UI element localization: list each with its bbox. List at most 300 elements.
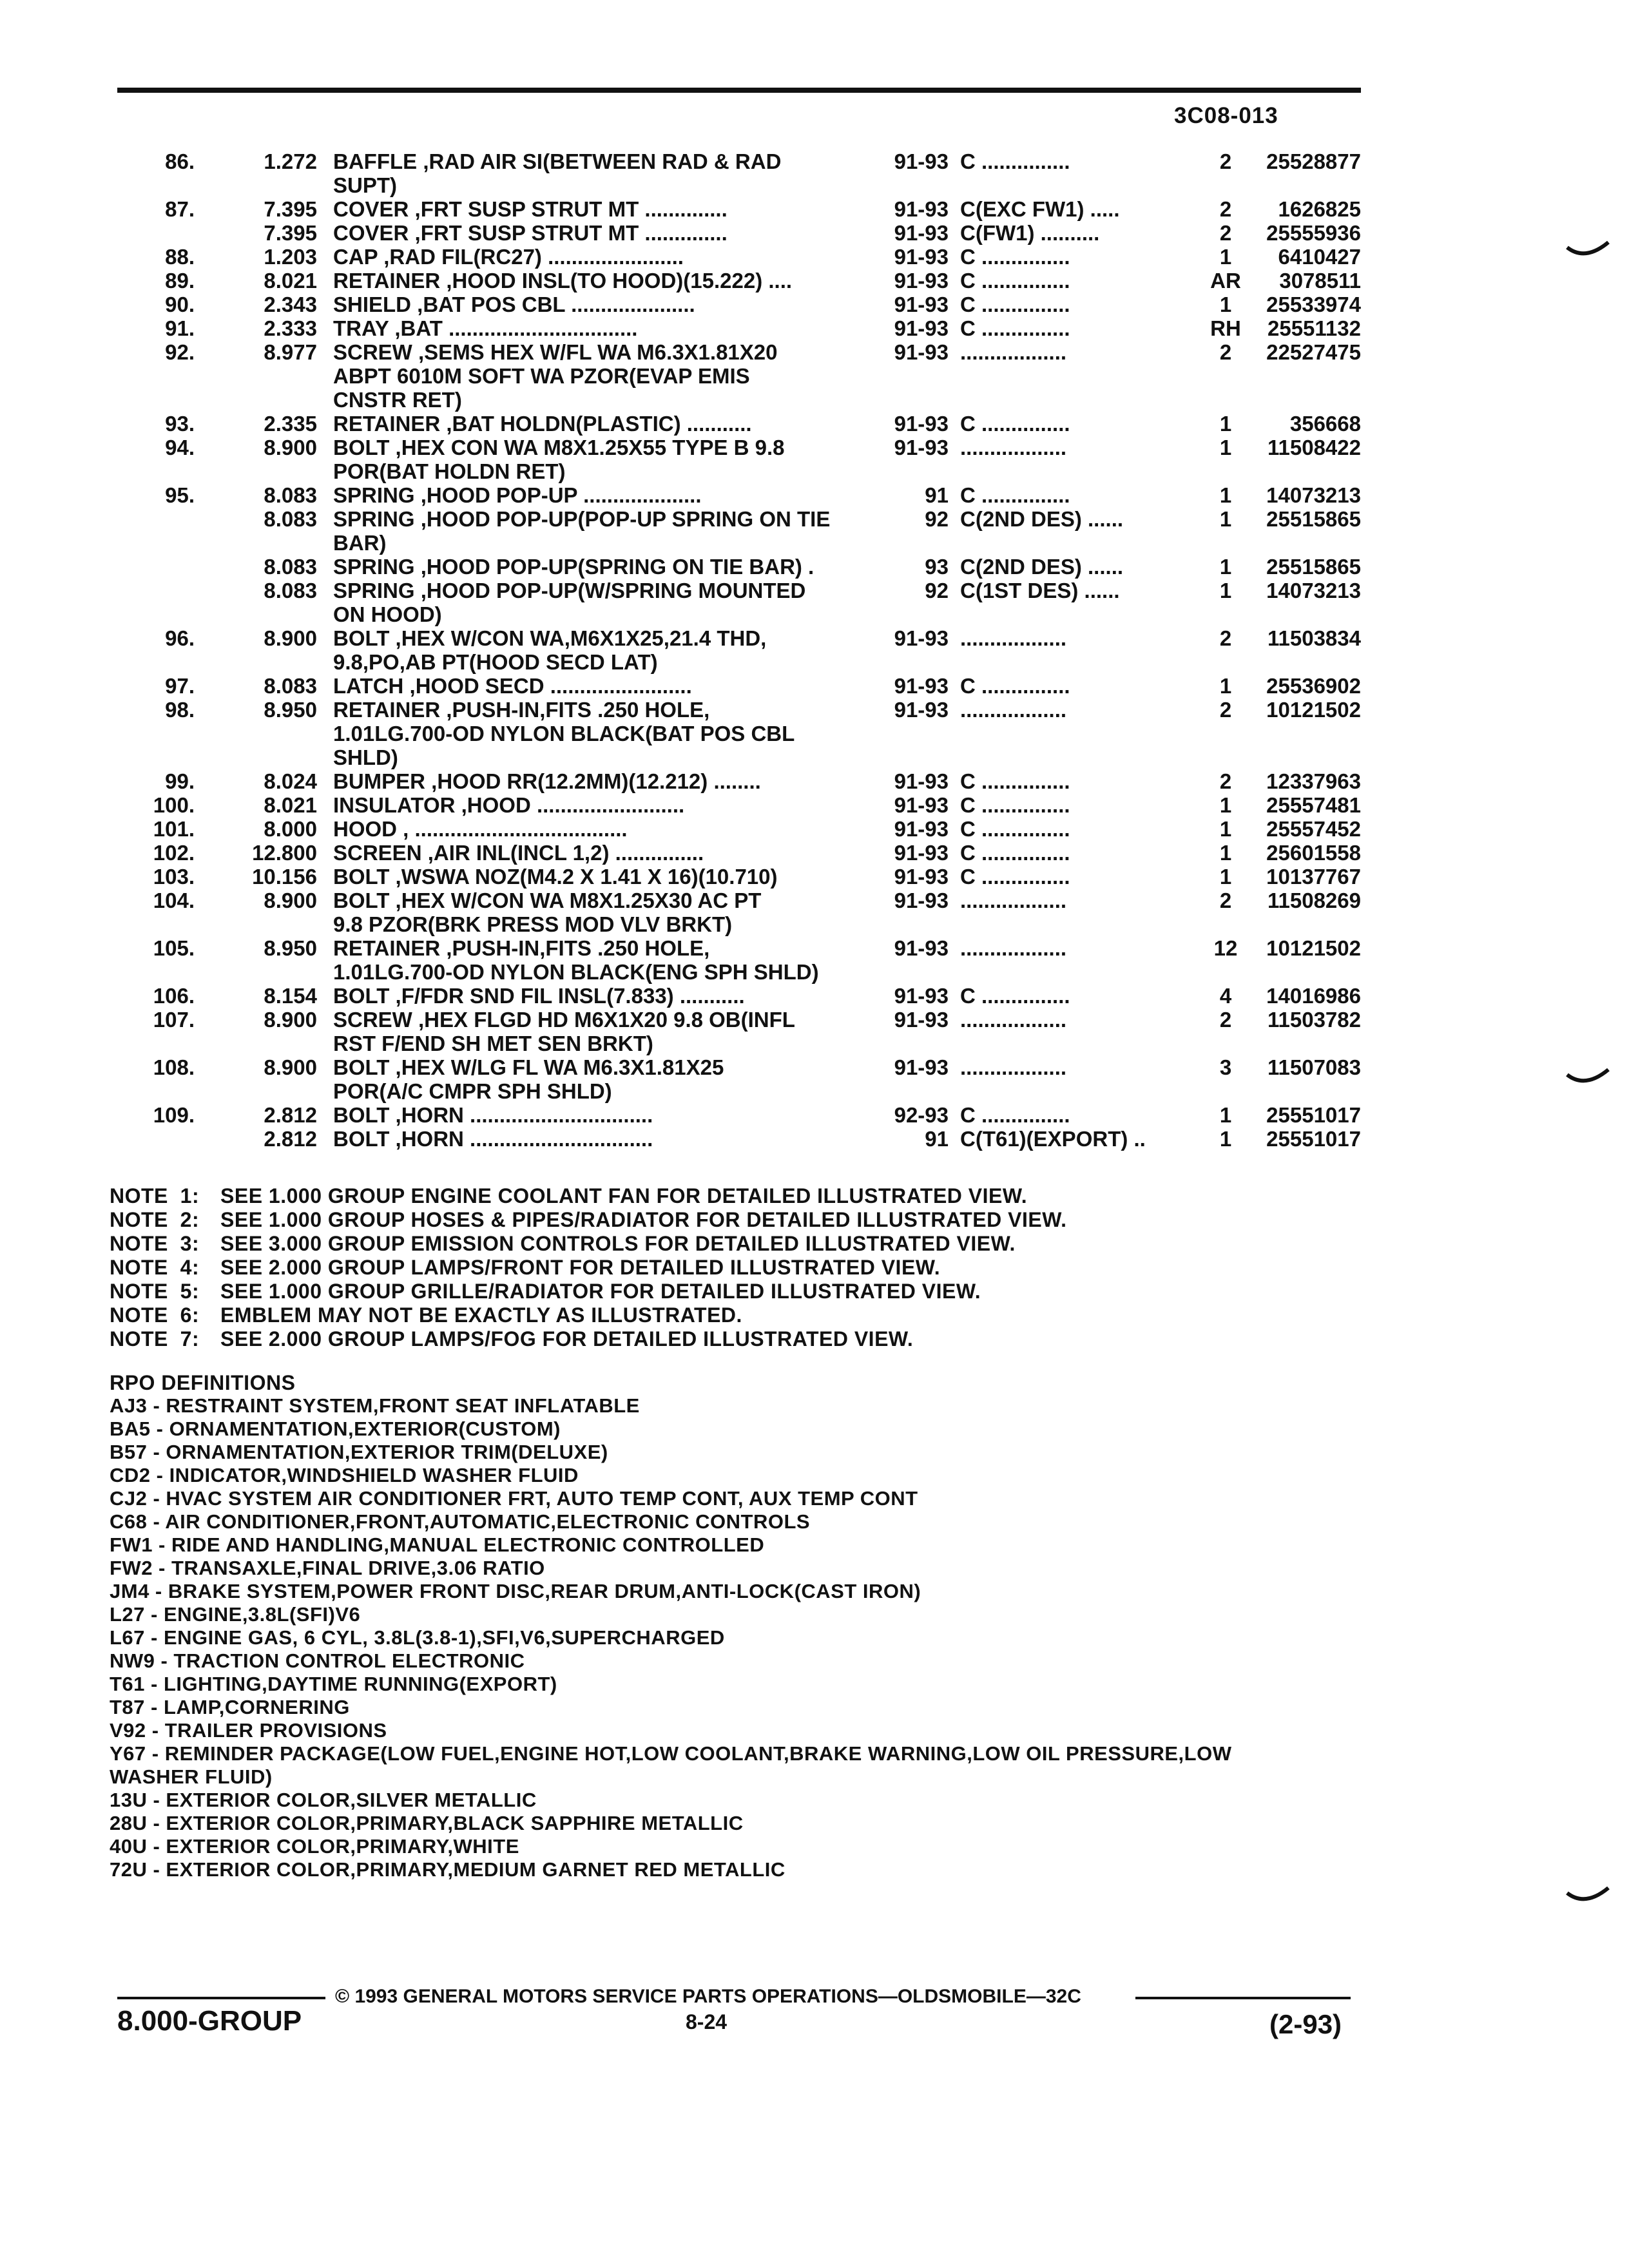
usage-code: .................. xyxy=(960,436,1067,459)
ref-number: 96. xyxy=(165,626,195,650)
years: 91-93 xyxy=(894,626,949,650)
part-description xyxy=(333,507,858,555)
part-description xyxy=(333,436,858,483)
part-number: 25557452 xyxy=(1266,817,1361,841)
rpo-definition: WASHER FLUID) xyxy=(110,1765,273,1788)
model-years xyxy=(874,579,1120,602)
group-number: 8.083 xyxy=(264,555,317,579)
part-description xyxy=(333,1127,858,1151)
part-number: 10121502 xyxy=(1266,698,1361,722)
quantity: 1 xyxy=(1219,1127,1232,1151)
group-number: 2.335 xyxy=(264,412,317,436)
rpo-definition: T87 - LAMP,CORNERING xyxy=(110,1696,350,1718)
model-years xyxy=(874,316,1070,340)
years: 93 xyxy=(925,555,949,579)
part-row xyxy=(117,412,1361,436)
note-line xyxy=(110,1208,1067,1232)
years: 91-93 xyxy=(894,245,949,269)
ref-number: 108. xyxy=(153,1055,195,1079)
group-number: 8.021 xyxy=(264,269,317,293)
note-label: NOTE 5: xyxy=(110,1280,200,1303)
ref-number: 101. xyxy=(153,817,195,841)
copyright: © 1993 GENERAL MOTORS SERVICE PARTS OPERATIONS—OLDSMOBILE—32C xyxy=(335,1986,1081,2007)
part-row xyxy=(117,841,1361,865)
part-row xyxy=(117,1103,1361,1127)
group-number: 8.977 xyxy=(264,340,317,364)
part-row xyxy=(117,221,1361,245)
model-years xyxy=(874,817,1070,841)
years: 91-93 xyxy=(894,1055,949,1079)
usage-code: C ............... xyxy=(960,269,1070,293)
quantity: 1 xyxy=(1219,865,1232,889)
group-number: 8.083 xyxy=(264,507,317,531)
rpo-definition: CD2 - INDICATOR,WINDSHIELD WASHER FLUID xyxy=(110,1464,579,1486)
note-line xyxy=(110,1303,1067,1327)
rpo-definition: 28U - EXTERIOR COLOR,PRIMARY,BLACK SAPPHIRE METALLIC xyxy=(110,1812,744,1834)
ref-number: 104. xyxy=(153,889,195,912)
description-line: SPRING ,HOOD POP-UP .................... xyxy=(333,483,702,507)
group-number: 8.024 xyxy=(264,769,317,793)
rpo-definition: FW1 - RIDE AND HANDLING,MANUAL ELECTRONIC CONTROLLED xyxy=(110,1533,765,1556)
part-description xyxy=(333,1008,858,1055)
note-label: NOTE 2: xyxy=(110,1208,200,1231)
part-row xyxy=(117,507,1361,555)
description-line: RETAINER ,PUSH-IN,FITS .250 HOLE, xyxy=(333,936,710,960)
years: 91-93 xyxy=(894,698,949,722)
description-line: SCREW ,SEMS HEX W/FL WA M6.3X1.81X20 xyxy=(333,340,778,364)
quantity: 4 xyxy=(1219,984,1232,1008)
description-line: BUMPER ,HOOD RR(12.2MM)(12.212) ........ xyxy=(333,769,761,793)
part-row xyxy=(117,698,1361,769)
part-row xyxy=(117,1055,1361,1103)
usage-code: C(2ND DES) ...... xyxy=(960,507,1124,531)
usage-code: .................. xyxy=(960,936,1067,960)
model-years xyxy=(874,293,1070,316)
description-line: SPRING ,HOOD POP-UP(SPRING ON TIE BAR) . xyxy=(333,555,815,579)
group-number: 2.812 xyxy=(264,1103,317,1127)
rpo-definition: 72U - EXTERIOR COLOR,PRIMARY,MEDIUM GARNET RED METALLIC xyxy=(110,1858,786,1881)
part-number: 25551017 xyxy=(1266,1127,1361,1151)
usage-code: C ............... xyxy=(960,984,1070,1008)
usage-code: C ............... xyxy=(960,674,1070,698)
part-row xyxy=(117,769,1361,793)
part-number: 1626825 xyxy=(1278,197,1361,221)
group-number: 8.950 xyxy=(264,936,317,960)
model-years xyxy=(874,245,1070,269)
description-line: BOLT ,HEX W/CON WA M8X1.25X30 AC PT xyxy=(333,889,762,912)
note-label: NOTE 6: xyxy=(110,1303,200,1327)
ref-number: 95. xyxy=(165,483,195,507)
part-number: 25555936 xyxy=(1266,221,1361,245)
part-row xyxy=(117,1008,1361,1055)
description-line: BAR) xyxy=(333,531,387,555)
usage-code: C ............... xyxy=(960,316,1070,340)
years: 91-93 xyxy=(894,340,949,364)
rpo-definition: JM4 - BRAKE SYSTEM,POWER FRONT DISC,REAR DRUM,ANTI-LOCK(CAST IRON) xyxy=(110,1580,921,1602)
note-line xyxy=(110,1184,1067,1208)
note-text: SEE 2.000 GROUP LAMPS/FOG FOR DETAILED ILLUSTRATED VIEW. xyxy=(220,1327,914,1350)
ref-number: 102. xyxy=(153,841,195,865)
part-number: 10137767 xyxy=(1266,865,1361,889)
top-rule xyxy=(117,88,1361,93)
rpo-definition: L67 - ENGINE GAS, 6 CYL, 3.8L(3.8-1),SFI,V6,SUPERCHARGED xyxy=(110,1626,725,1649)
description-line: CAP ,RAD FIL(RC27) ....................... xyxy=(333,245,684,269)
part-row xyxy=(117,149,1361,197)
part-row xyxy=(117,245,1361,269)
description-line: SHLD) xyxy=(333,745,398,769)
note-label: NOTE 4: xyxy=(110,1256,200,1279)
note-label: NOTE 7: xyxy=(110,1327,200,1350)
parts-list xyxy=(117,149,1361,1151)
description-line: BOLT ,F/FDR SND FIL INSL(7.833) ........... xyxy=(333,984,745,1008)
years: 91-93 xyxy=(894,1008,949,1032)
rpo-definition: V92 - TRAILER PROVISIONS xyxy=(110,1719,387,1742)
rpo-definition: 40U - EXTERIOR COLOR,PRIMARY,WHITE xyxy=(110,1835,519,1858)
group-number: 2.343 xyxy=(264,293,317,316)
model-years xyxy=(874,1103,1070,1127)
rpo-definition: L27 - ENGINE,3.8L(SFI)V6 xyxy=(110,1603,361,1626)
usage-code: C(2ND DES) ...... xyxy=(960,555,1124,579)
description-line: HOOD , .................................... xyxy=(333,817,628,841)
note-text: SEE 3.000 GROUP EMISSION CONTROLS FOR DETAILED ILLUSTRATED VIEW. xyxy=(220,1232,1016,1255)
part-description xyxy=(333,483,858,507)
ref-number: 98. xyxy=(165,698,195,722)
description-line: BOLT ,HEX W/LG FL WA M6.3X1.81X25 xyxy=(333,1055,724,1079)
quantity: RH xyxy=(1210,316,1241,340)
quantity: 1 xyxy=(1219,245,1232,269)
model-years xyxy=(874,269,1070,293)
description-line: BOLT ,HEX W/CON WA,M6X1X25,21.4 THD, xyxy=(333,626,767,650)
group-number: 8.950 xyxy=(264,698,317,722)
quantity: 1 xyxy=(1219,436,1232,459)
rpo-lines xyxy=(110,1394,1353,1881)
part-number: 356668 xyxy=(1289,412,1361,436)
description-line: BOLT ,WSWA NOZ(M4.2 X 1.41 X 16)(10.710) xyxy=(333,865,778,889)
quantity: 1 xyxy=(1219,483,1232,507)
model-years xyxy=(874,1127,1146,1151)
part-number: 14016986 xyxy=(1266,984,1361,1008)
binder-hole-mark xyxy=(1566,240,1611,265)
note-text: SEE 1.000 GROUP ENGINE COOLANT FAN FOR DETAILED ILLUSTRATED VIEW. xyxy=(220,1184,1028,1207)
group-number: 8.900 xyxy=(264,626,317,650)
quantity: 1 xyxy=(1219,579,1232,602)
ref-number: 86. xyxy=(165,149,195,173)
quantity: 2 xyxy=(1219,698,1232,722)
part-number: 3078511 xyxy=(1279,269,1361,293)
revision-date: (2-93) xyxy=(1269,2009,1342,2039)
part-row xyxy=(117,865,1361,889)
part-row xyxy=(117,436,1361,483)
part-description xyxy=(333,984,858,1008)
years: 91-93 xyxy=(894,197,949,221)
years: 92 xyxy=(925,579,949,602)
part-row xyxy=(117,269,1361,293)
part-description xyxy=(333,674,858,698)
document-code: 3C08-013 xyxy=(1174,103,1278,128)
description-line: 9.8,PO,AB PT(HOOD SECD LAT) xyxy=(333,650,658,674)
note-line xyxy=(110,1232,1067,1256)
usage-code: C ............... xyxy=(960,1103,1070,1127)
rpo-definition: C68 - AIR CONDITIONER,FRONT,AUTOMATIC,ELECTRONIC CONTROLS xyxy=(110,1510,811,1533)
model-years xyxy=(874,1055,1067,1079)
quantity: 1 xyxy=(1219,293,1232,316)
part-row xyxy=(117,316,1361,340)
part-row xyxy=(117,936,1361,984)
usage-code: .................. xyxy=(960,698,1067,722)
part-description xyxy=(333,865,858,889)
model-years xyxy=(874,841,1070,865)
model-years xyxy=(874,626,1067,650)
group-number: 8.083 xyxy=(264,483,317,507)
part-number: 25515865 xyxy=(1266,555,1361,579)
part-number: 25533974 xyxy=(1266,293,1361,316)
usage-code: C ............... xyxy=(960,841,1070,865)
years: 91-93 xyxy=(894,269,949,293)
years: 91-93 xyxy=(894,293,949,316)
group-number: 8.900 xyxy=(264,1055,317,1079)
years: 92 xyxy=(925,507,949,531)
ref-number: 105. xyxy=(153,936,195,960)
part-row xyxy=(117,197,1361,221)
rpo-definition: BA5 - ORNAMENTATION,EXTERIOR(CUSTOM) xyxy=(110,1418,561,1440)
usage-code: .................. xyxy=(960,1008,1067,1032)
part-number: 11508269 xyxy=(1267,889,1361,912)
ref-number: 87. xyxy=(165,197,195,221)
quantity: 2 xyxy=(1219,221,1232,245)
years: 91-93 xyxy=(894,841,949,865)
part-number: 14073213 xyxy=(1266,483,1361,507)
group-number: 7.395 xyxy=(264,197,317,221)
description-line: LATCH ,HOOD SECD ........................ xyxy=(333,674,692,698)
part-description xyxy=(333,221,858,245)
quantity: 1 xyxy=(1219,412,1232,436)
years: 91-93 xyxy=(894,793,949,817)
description-line: SUPT) xyxy=(333,173,397,197)
part-description xyxy=(333,245,858,269)
years: 91-93 xyxy=(894,865,949,889)
model-years xyxy=(874,1008,1067,1032)
rpo-definition: B57 - ORNAMENTATION,EXTERIOR TRIM(DELUXE) xyxy=(110,1441,608,1463)
ref-number: 103. xyxy=(153,865,195,889)
ref-number: 97. xyxy=(165,674,195,698)
part-number: 25515865 xyxy=(1266,507,1361,531)
part-description xyxy=(333,269,858,293)
quantity: 2 xyxy=(1219,889,1232,912)
model-years xyxy=(874,221,1100,245)
ref-number: 90. xyxy=(165,293,195,316)
part-number: 6410427 xyxy=(1278,245,1361,269)
part-description xyxy=(333,579,858,626)
description-line: RETAINER ,PUSH-IN,FITS .250 HOLE, xyxy=(333,698,710,722)
part-description xyxy=(333,197,858,221)
model-years xyxy=(874,984,1070,1008)
description-line: CNSTR RET) xyxy=(333,388,462,412)
ref-number: 89. xyxy=(165,269,195,293)
part-description xyxy=(333,626,858,674)
ref-number: 106. xyxy=(153,984,195,1008)
description-line: 1.01LG.700-OD NYLON BLACK(ENG SPH SHLD) xyxy=(333,960,819,984)
model-years xyxy=(874,555,1124,579)
part-row xyxy=(117,1127,1361,1151)
description-line: ABPT 6010M SOFT WA PZOR(EVAP EMIS xyxy=(333,364,750,388)
description-line: COVER ,FRT SUSP STRUT MT .............. xyxy=(333,197,728,221)
part-number: 25528877 xyxy=(1266,149,1361,173)
usage-code: .................. xyxy=(960,340,1067,364)
ref-number: 99. xyxy=(165,769,195,793)
note-line xyxy=(110,1327,1067,1351)
model-years xyxy=(874,483,1070,507)
quantity: 1 xyxy=(1219,674,1232,698)
part-number: 11507083 xyxy=(1267,1055,1361,1079)
usage-code: C ............... xyxy=(960,817,1070,841)
ref-number: 88. xyxy=(165,245,195,269)
description-line: RETAINER ,BAT HOLDN(PLASTIC) ........... xyxy=(333,412,752,436)
rpo-definition: CJ2 - HVAC SYSTEM AIR CONDITIONER FRT, AUTO TEMP CONT, AUX TEMP CONT xyxy=(110,1487,918,1510)
description-line: BOLT ,HORN ............................... xyxy=(333,1127,653,1151)
part-description xyxy=(333,1103,858,1127)
model-years xyxy=(874,674,1070,698)
usage-code: C ............... xyxy=(960,293,1070,316)
part-description xyxy=(333,793,858,817)
years: 91-93 xyxy=(894,674,949,698)
part-number: 25551017 xyxy=(1266,1103,1361,1127)
rpo-heading: RPO DEFINITIONS xyxy=(110,1371,296,1394)
model-years xyxy=(874,197,1120,221)
footer-rule-right xyxy=(1135,1997,1351,1999)
ref-number: 92. xyxy=(165,340,195,364)
group-number: 8.000 xyxy=(264,817,317,841)
description-line: SHIELD ,BAT POS CBL ..................... xyxy=(333,293,695,316)
description-line: INSULATOR ,HOOD ......................... xyxy=(333,793,685,817)
quantity: 2 xyxy=(1219,769,1232,793)
part-row xyxy=(117,555,1361,579)
model-years xyxy=(874,865,1070,889)
part-description xyxy=(333,412,858,436)
model-years xyxy=(874,436,1067,459)
part-row xyxy=(117,889,1361,936)
part-number: 25536902 xyxy=(1266,674,1361,698)
rpo-definition: T61 - LIGHTING,DAYTIME RUNNING(EXPORT) xyxy=(110,1673,557,1695)
note-line xyxy=(110,1256,1067,1280)
description-line: BOLT ,HEX CON WA M8X1.25X55 TYPE B 9.8 xyxy=(333,436,785,459)
model-years xyxy=(874,889,1067,912)
note-text: SEE 1.000 GROUP GRILLE/RADIATOR FOR DETAILED ILLUSTRATED VIEW. xyxy=(220,1280,981,1303)
part-number: 11508422 xyxy=(1267,436,1361,459)
note-text: SEE 1.000 GROUP HOSES & PIPES/RADIATOR FOR DETAILED ILLUSTRATED VIEW. xyxy=(220,1208,1067,1231)
part-description xyxy=(333,340,858,412)
part-number: 22527475 xyxy=(1266,340,1361,364)
ref-number: 109. xyxy=(153,1103,195,1127)
quantity: 2 xyxy=(1219,340,1232,364)
description-line: 1.01LG.700-OD NYLON BLACK(BAT POS CBL xyxy=(333,722,795,745)
description-line: SCREW ,HEX FLGD HD M6X1X20 9.8 OB(INFL xyxy=(333,1008,795,1032)
description-line: POR(BAT HOLDN RET) xyxy=(333,459,566,483)
years: 91-93 xyxy=(894,316,949,340)
usage-code: C(EXC FW1) ..... xyxy=(960,197,1120,221)
usage-code: C(FW1) .......... xyxy=(960,221,1100,245)
usage-code: C ............... xyxy=(960,149,1070,173)
part-row xyxy=(117,674,1361,698)
group-number: 8.021 xyxy=(264,793,317,817)
quantity: 1 xyxy=(1219,555,1232,579)
description-line: TRAY ,BAT ................................ xyxy=(333,316,638,340)
quantity: 1 xyxy=(1219,1103,1232,1127)
rpo-definition: NW9 - TRACTION CONTROL ELECTRONIC xyxy=(110,1649,525,1672)
quantity: 2 xyxy=(1219,197,1232,221)
part-number: 11503782 xyxy=(1267,1008,1361,1032)
years: 91 xyxy=(925,483,949,507)
rpo-definitions xyxy=(110,1371,1353,1881)
model-years xyxy=(874,698,1067,722)
part-number: 12337963 xyxy=(1266,769,1361,793)
usage-code: C(T61)(EXPORT) .. xyxy=(960,1127,1146,1151)
quantity: 1 xyxy=(1219,793,1232,817)
model-years xyxy=(874,507,1124,531)
years: 91-93 xyxy=(894,817,949,841)
part-row xyxy=(117,984,1361,1008)
group-number: 2.812 xyxy=(264,1127,317,1151)
part-description xyxy=(333,698,858,769)
rpo-definition: Y67 - REMINDER PACKAGE(LOW FUEL,ENGINE HOT,LOW COOLANT,BRAKE WARNING,LOW OIL PRESSURE,LOW xyxy=(110,1742,1232,1765)
group-number: 8.900 xyxy=(264,436,317,459)
group-number: 12.800 xyxy=(252,841,317,865)
model-years xyxy=(874,936,1067,960)
description-line: BOLT ,HORN ............................... xyxy=(333,1103,653,1127)
description-line: SPRING ,HOOD POP-UP(W/SPRING MOUNTED xyxy=(333,579,806,602)
group-number: 2.333 xyxy=(264,316,317,340)
rpo-definition: AJ3 - RESTRAINT SYSTEM,FRONT SEAT INFLATABLE xyxy=(110,1394,640,1417)
note-line xyxy=(110,1280,1067,1303)
usage-code: C ............... xyxy=(960,793,1070,817)
usage-code: .................. xyxy=(960,889,1067,912)
quantity: 12 xyxy=(1213,936,1238,960)
part-description xyxy=(333,149,858,197)
part-description xyxy=(333,555,858,579)
quantity: 2 xyxy=(1219,149,1232,173)
part-row xyxy=(117,579,1361,626)
description-line: BAFFLE ,RAD AIR SI(BETWEEN RAD & RAD xyxy=(333,149,782,173)
group-number: 8.900 xyxy=(264,1008,317,1032)
part-number: 10121502 xyxy=(1266,936,1361,960)
description-line: POR(A/C CMPR SPH SHLD) xyxy=(333,1079,612,1103)
note-label: NOTE 1: xyxy=(110,1184,200,1207)
years: 91-93 xyxy=(894,889,949,912)
part-description xyxy=(333,936,858,984)
part-row xyxy=(117,483,1361,507)
ref-number: 91. xyxy=(165,316,195,340)
usage-code: C ............... xyxy=(960,865,1070,889)
group-label: 8.000-GROUP xyxy=(117,2005,302,2037)
rpo-definition: 13U - EXTERIOR COLOR,SILVER METALLIC xyxy=(110,1789,537,1811)
description-line: 9.8 PZOR(BRK PRESS MOD VLV BRKT) xyxy=(333,912,733,936)
quantity: 1 xyxy=(1219,507,1232,531)
group-number: 7.395 xyxy=(264,221,317,245)
quantity: AR xyxy=(1210,269,1241,293)
group-number: 8.083 xyxy=(264,579,317,602)
group-number: 8.083 xyxy=(264,674,317,698)
group-number: 10.156 xyxy=(252,865,317,889)
description-line: RST F/END SH MET SEN BRKT) xyxy=(333,1032,653,1055)
part-description xyxy=(333,841,858,865)
note-text: EMBLEM MAY NOT BE EXACTLY AS ILLUSTRATED. xyxy=(220,1303,742,1327)
years: 91 xyxy=(925,1127,949,1151)
group-number: 8.154 xyxy=(264,984,317,1008)
usage-code: C ............... xyxy=(960,245,1070,269)
usage-code: C ............... xyxy=(960,483,1070,507)
notes-section xyxy=(110,1184,1067,1351)
ref-number: 94. xyxy=(165,436,195,459)
part-row xyxy=(117,340,1361,412)
